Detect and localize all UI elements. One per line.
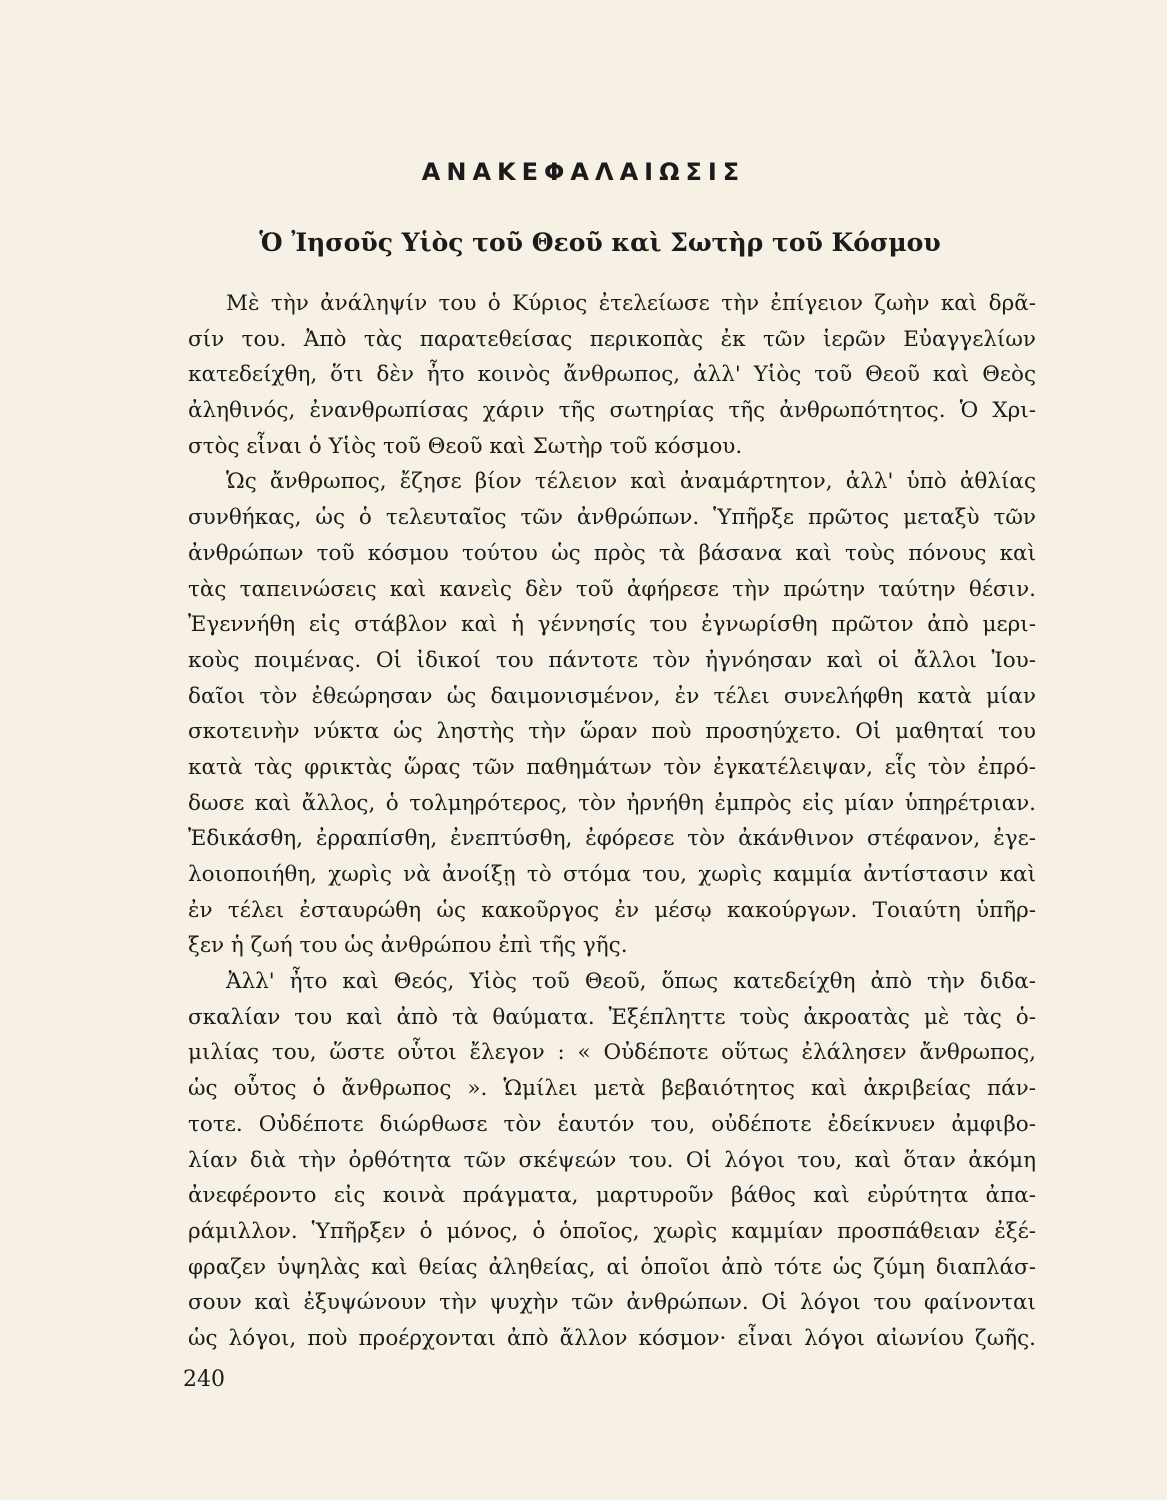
text-line: ξεν ἡ ζωή του ὡς ἀνθρώπου ἐπὶ τῆς γῆς. bbox=[188, 933, 628, 959]
text-line: σκοτεινὴν νύκτα ὡς ληστὴς τὴν ὥραν ποὺ προσηύχετο. Οἱ μαθηταί του bbox=[188, 719, 1036, 745]
page-number: 240 bbox=[183, 1367, 225, 1392]
text-line: ἀληθινός, ἐνανθρωπίσας χάριν τῆς σωτηρίας τῆς ἀνθρωπότητος. Ὁ Χρι- bbox=[188, 398, 1036, 424]
text-line: κατὰ τὰς φρικτὰς ὥρας τῶν παθημάτων τὸν ἐγκατέλειψαν, εἷς τὸν ἐπρό- bbox=[188, 754, 1036, 780]
text-line: δαῖοι τὸν ἐθεώρησαν ὡς δαιμονισμένον, ἐν τέλει συνελήφθη κατὰ μίαν bbox=[188, 683, 1036, 709]
text-line: Ἐγεννήθη εἰς στάβλον καὶ ἡ γέννησίς του ἐγνωρίσθη πρῶτον ἀπὸ μερι- bbox=[188, 612, 1036, 638]
text-line: τοτε. Οὐδέποτε διώρθωσε τὸν ἑαυτόν του, οὐδέποτε ἐδείκνυεν ἀμφιβο- bbox=[188, 1111, 1036, 1137]
text-line: τὰς ταπεινώσεις καὶ κανεὶς δὲν τοῦ ἀφήρεσε τὴν πρώτην ταύτην θέσιν. bbox=[188, 576, 1036, 602]
text-line: συνθήκας, ὡς ὁ τελευταῖος τῶν ἀνθρώπων. Ὑπῆρξε πρῶτος μεταξὺ τῶν bbox=[188, 505, 1036, 531]
text-line: σίν του. Ἀπὸ τὰς παρατεθείσας περικοπὰς ἐκ τῶν ἱερῶν Εὐαγγελίων bbox=[188, 326, 1036, 352]
text-line: Ὡς ἄνθρωπος, ἔζησε βίον τέλειον καὶ ἀναμάρτητον, ἀλλ' ὑπὸ ἀθλίας bbox=[226, 469, 1036, 495]
text-line: Μὲ τὴν ἀνάληψίν του ὁ Κύριος ἐτελείωσε τὴν ἐπίγειον ζωὴν καὶ δρᾶ- bbox=[226, 291, 1036, 316]
text-line: ἀνθρώπων τοῦ κόσμου τούτου ὡς πρὸς τὰ βάσανα καὶ τοὺς πόνους καὶ bbox=[188, 540, 1036, 566]
text-line: ὡς λόγοι, ποὺ προέρχονται ἀπὸ ἄλλον κόσμον· εἶναι λόγοι αἰωνίου ζωῆς. bbox=[188, 1325, 1036, 1351]
text-line: δωσε καὶ ἄλλος, ὁ τολμηρότερος, τὸν ἠρνήθη ἐμπρὸς εἰς μίαν ὑπηρέτριαν. bbox=[188, 790, 1036, 816]
section-heading: ΑΝΑΚΕΦΑΛΑΙΩΣΙΣ bbox=[421, 158, 746, 186]
body-text bbox=[188, 286, 1036, 1357]
text-line: Ἀλλ' ἦτο καὶ Θεός, Υἱὸς τοῦ Θεοῦ, ὅπως κατεδείχθη ἀπὸ τὴν διδα- bbox=[226, 969, 1036, 995]
text-line: σκαλίαν του καὶ ἀπὸ τὰ θαύματα. Ἐξέπληττε τοὺς ἀκροατὰς μὲ τὰς ὁ- bbox=[188, 1004, 1036, 1030]
text-line: στὸς εἶναι ὁ Υἱὸς τοῦ Θεοῦ καὶ Σωτὴρ τοῦ κόσμου. bbox=[188, 433, 743, 459]
text-line: λίαν διὰ τὴν ὀρθότητα τῶν σκέψεών του. Οἱ λόγοι του, καὶ ὅταν ἀκόμη bbox=[188, 1147, 1036, 1173]
text-line: Ἐδικάσθη, ἐρραπίσθη, ἐνεπτύσθη, ἐφόρεσε τὸν ἀκάνθινον στέφανον, ἐγε- bbox=[188, 826, 1036, 852]
chapter-subtitle: Ὁ Ἰησοῦς Υἱὸς τοῦ Θεοῦ καὶ Σωτὴρ τοῦ Κόσμου bbox=[259, 228, 941, 257]
text-line: λοιοποιήθη, χωρὶς νὰ ἀνοίξῃ τὸ στόμα του, χωρὶς καμμία ἀντίστασιν καὶ bbox=[188, 862, 1036, 887]
text-line: ἐν τέλει ἐσταυρώθη ὡς κακοῦργος ἐν μέσῳ κακούργων. Τοιαύτη ὑπῆρ- bbox=[188, 897, 1036, 923]
text-line: ὡς οὗτος ὁ ἄνθρωπος ». Ὡμίλει μετὰ βεβαιότητος καὶ ἀκριβείας πάν- bbox=[188, 1076, 1036, 1102]
text-line: κατεδείχθη, ὅτι δὲν ἦτο κοινὸς ἄνθρωπος, ἀλλ' Υἱὸς τοῦ Θεοῦ καὶ Θεὸς bbox=[188, 362, 1036, 388]
text-line: ἀνεφέροντο εἰς κοινὰ πράγματα, μαρτυροῦν βάθος καὶ εὐρύτητα ἀπα- bbox=[188, 1183, 1036, 1209]
text-line: κοὺς ποιμένας. Οἱ ἰδικοί του πάντοτε τὸν ἠγνόησαν καὶ οἱ ἄλλοι Ἰου- bbox=[188, 647, 1036, 673]
text-line: ράμιλλον. Ὑπῆρξεν ὁ μόνος, ὁ ὁποῖος, χωρὶς καμμίαν προσπάθειαν ἐξέ- bbox=[188, 1218, 1036, 1244]
text-line: φραζεν ὑψηλὰς καὶ θείας ἀληθείας, αἱ ὁποῖοι ἀπὸ τότε ὡς ζύμη διαπλάσ- bbox=[188, 1254, 1036, 1280]
text-line: μιλίας του, ὥστε οὗτοι ἔλεγον : « Οὐδέποτε οὕτως ἐλάλησεν ἄνθρωπος, bbox=[188, 1040, 1036, 1066]
text-line: σουν καὶ ἐξυψώνουν τὴν ψυχὴν τῶν ἀνθρώπων. Οἱ λόγοι του φαίνονται bbox=[188, 1290, 1036, 1316]
